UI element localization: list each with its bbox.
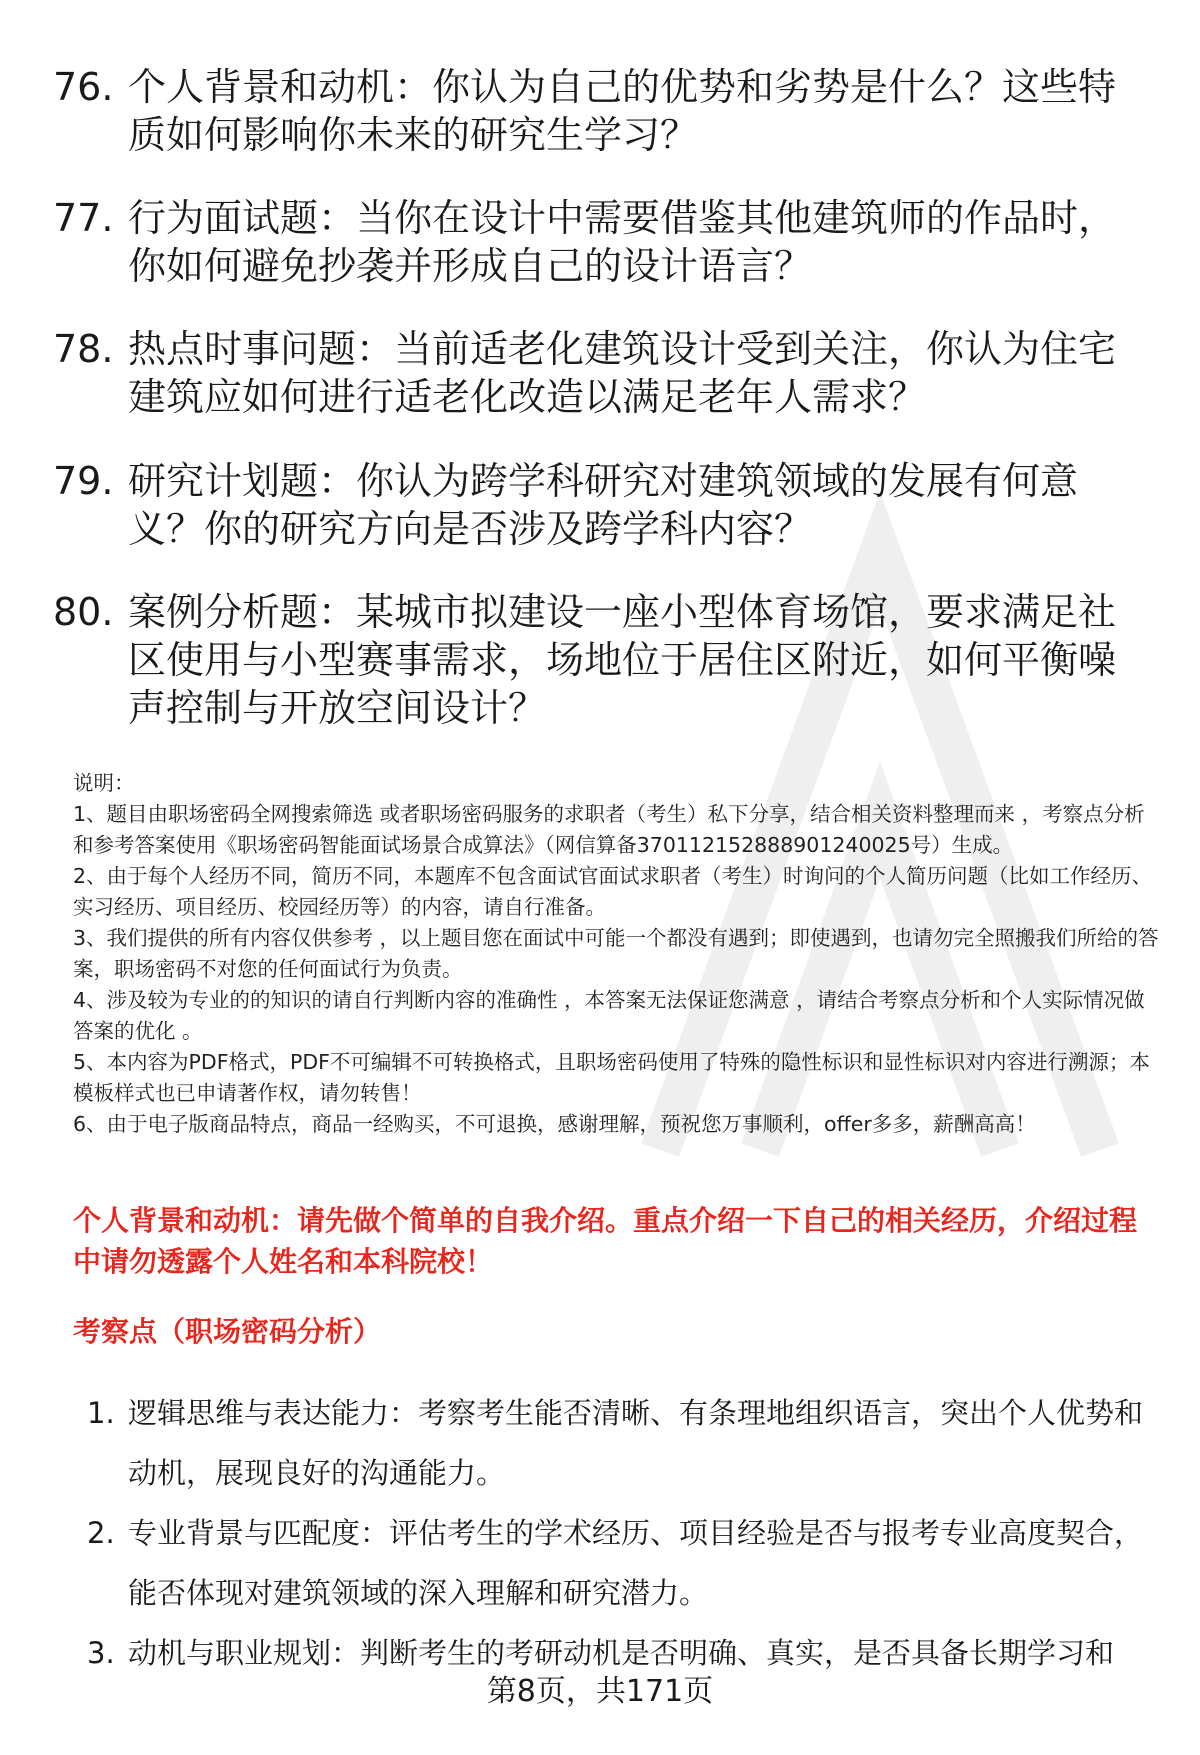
question-item (53, 194, 1153, 290)
answer-question-heading: 个人背景和动机：请先做个简单的自我介绍。重点介绍一下自己的相关经历，介绍过程中请勿透露个人姓名和本科院校！ (73, 1204, 1138, 1278)
question-text: 行为面试题：当你在设计中需要借鉴其他建筑师的作品时，你如何避免抄袭并形成自己的设计语言？ (128, 196, 1117, 288)
note-item: 4、涉及较为专业的的知识的请自行判断内容的准确性 ，本答案无法保证您满意 ，请结合考察点分析和个人实际情况做答案的优化 。 (73, 988, 1145, 1043)
question-number: 80. (53, 590, 114, 634)
question-number: 77. (53, 196, 114, 240)
point-number: 1. (87, 1396, 115, 1430)
notes-title: 说明： (73, 771, 135, 795)
question-text: 个人背景和动机：你认为自己的优势和劣势是什么？这些特质如何影响你未来的研究生学习？ (128, 65, 1117, 157)
analysis-points (87, 1383, 1147, 1683)
question-text: 案例分析题：某城市拟建设一座小型体育场馆，要求满足社区使用与小型赛事需求，场地位于居住区附近，如何平衡噪声控制与开放空间设计？ (128, 590, 1117, 730)
question-item (53, 325, 1153, 421)
point-number: 3. (87, 1636, 115, 1670)
question-item (53, 457, 1153, 553)
note-item: 6、由于电子版商品特点，商品一经购买，不可退换，感谢理解，预祝您万事顺利，offer多多，薪酬高高！ (73, 1112, 1036, 1136)
question-number: 78. (53, 327, 114, 371)
question-number: 79. (53, 459, 114, 503)
analysis-section-title: 考察点（职场密码分析） (73, 1315, 382, 1348)
question-text: 研究计划题：你认为跨学科研究对建筑领域的发展有何意义？你的研究方向是否涉及跨学科内容？ (128, 459, 1079, 551)
notes-section (73, 768, 1163, 1140)
page-footer: 第8页，共171页 (486, 1674, 714, 1709)
analysis-point (87, 1503, 1147, 1623)
point-text: 动机与职业规划：判断考生的考研动机是否明确、真实，是否具备长期学习和 (128, 1636, 1115, 1670)
question-text: 热点时事问题：当前适老化建筑设计受到关注，你认为住宅建筑应如何进行适老化改造以满足老年人需求？ (128, 327, 1117, 419)
point-text: 专业背景与匹配度：评估考生的学术经历、项目经验是否与报考专业高度契合，能否体现对建筑领域的深入理解和研究潜力。 (128, 1516, 1144, 1610)
note-item: 5、本内容为PDF格式，PDF不可编辑不可转换格式，且职场密码使用了特殊的隐性标识和显性标识对内容进行溯源；本模板样式也已申请著作权，请勿转售！ (73, 1050, 1150, 1105)
note-item: 2、由于每个人经历不同，简历不同，本题库不包含面试官面试求职者（考生）时询问的个人简历问题（比如工作经历、实习经历、项目经历、校园经历等）的内容，请自行准备。 (73, 864, 1153, 919)
question-item (53, 588, 1153, 732)
question-number: 76. (53, 65, 114, 109)
analysis-point (87, 1383, 1147, 1503)
question-item (53, 63, 1153, 159)
note-item: 1、题目由职场密码全网搜索筛选 或者职场密码服务的求职者（考生）私下分享，结合相关资料整理而来 ，考察点分析和参考答案使用《职场密码智能面试场景合成算法》（网信算备370112152888901240025号）生成。 (73, 802, 1145, 857)
note-item: 3、我们提供的所有内容仅供参考 ，以上题目您在面试中可能一个都没有遇到；即使遇到，也请勿完全照搬我们所给的答案，职场密码不对您的任何面试行为负责。 (73, 926, 1159, 981)
point-text: 逻辑思维与表达能力：考察考生能否清晰、有条理地组织语言，突出个人优势和动机，展现良好的沟通能力。 (128, 1396, 1144, 1490)
point-number: 2. (87, 1516, 115, 1550)
